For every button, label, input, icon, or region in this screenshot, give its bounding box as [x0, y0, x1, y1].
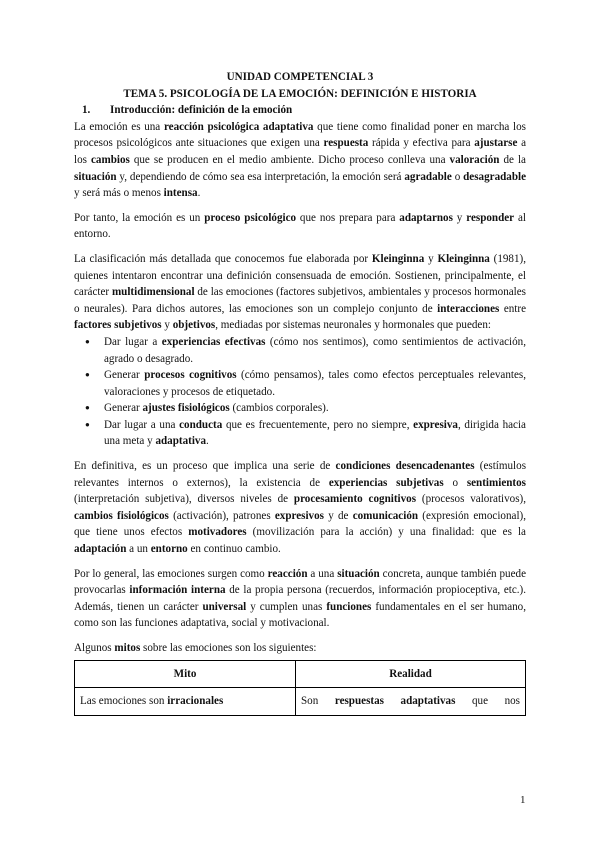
bold-term: responder: [466, 211, 515, 224]
bold-term: respuesta: [323, 137, 369, 150]
bold-term: procesamiento cognitivos: [293, 493, 417, 506]
bold-term: desagradable: [463, 170, 527, 183]
bold-term: situación: [74, 170, 117, 183]
bold-term: respuestas adaptativas: [334, 695, 456, 708]
page-number: 1: [520, 794, 526, 806]
bold-term: proceso psicológico: [204, 211, 297, 224]
table-cell-myth: Las emociones son irracionales: [75, 688, 296, 716]
paragraph-general: Por lo general, las emociones surgen como reacción a una situación concreta, aunque también puede provocarlas información interna de la propia persona (recuerdos, información propioceptiva, etc.). Además, tienen un carácter universal y cumplen unas funciones fundamentales en el ser humano, como son las funciones adaptativa, social y motivacional.: [74, 567, 526, 630]
unit-title: UNIDAD COMPETENCIAL 3: [226, 71, 374, 83]
list-item: ● Dar lugar a una conducta que es frecuentemente, pero no siempre, expresiva, dirigida hacia una meta y adaptativa.: [104, 417, 526, 450]
bold-term: factores subjetivos: [74, 319, 162, 332]
bold-term: adaptarnos: [399, 211, 453, 224]
list-item: ● Dar lugar a experiencias efectivas (cómo nos sentimos), como sentimientos de activación, agrado o desagrado.: [104, 334, 526, 367]
bold-term: condiciones desencadenantes: [335, 460, 475, 473]
bullet-list: [74, 334, 526, 450]
bold-term: experiencias efectivas: [161, 335, 266, 348]
section-title: Introducción: definición de la emoción: [110, 104, 293, 117]
paragraph-definition: La emoción es una reacción psicológica adaptativa que tiene como finalidad poner en marcha los procesos psicológicos ante situaciones que exigen una respuesta rápida y efectiva para ajustarse a los cambios que se producen en el medio ambiente. Dicho proceso conlleva una valoración de la situación y, dependiendo de cómo sea esa interpretación, la emoción será agradable o desagradable y será más o menos intensa.: [74, 120, 527, 200]
table-header-reality: Realidad: [296, 660, 526, 688]
bold-term: comunicación: [352, 509, 419, 522]
paragraph-process: En definitiva, es un proceso que implica una serie de condiciones desencadenantes (estímulos relevantes internos o externos), la existencia de experiencias subjetivas o sentimientos (interpretación subjetiva), diversos niveles de procesamiento cognitivos (procesos valorativos), cambios fisiológicos (activación), patrones expresivos y de comunicación (expresión emocional), que tiene unos efectos motivadores (movilización para la acción) y una finalidad: que es la adaptación a un entorno en continuo cambio.: [74, 460, 527, 556]
bold-term: multidimensional: [111, 286, 195, 299]
table-header-row: [75, 660, 526, 688]
myths-table: [74, 660, 526, 716]
bold-term: universal: [202, 600, 247, 613]
bold-term: adaptativa: [155, 435, 206, 448]
paragraph-classification: La clasificación más detallada que conocemos fue elaborada por Kleinginna y Kleinginna (1981), quienes intentaron encontrar una definición consensuada de emoción. Sostienen, principalmente, el carácter multidimensional de las emociones (factores subjetivos, ambientales y procesos hormonales o neurales). Para dichos autores, las emociones son un complejo conjunto de interacciones entre factores subjetivos y objetivos, mediadas por sistemas neuronales y hormonales que pueden:: [74, 252, 526, 332]
bold-term: experiencias subjetivas: [328, 476, 444, 489]
paragraph-myths-intro: Algunos mitos sobre las emociones son los siguientes:: [74, 642, 317, 654]
table-header-myth: Mito: [75, 660, 296, 688]
table-row: [75, 688, 526, 716]
bold-term: expresiva: [413, 418, 458, 431]
bold-term: ajustes fisiológicos: [142, 402, 230, 415]
bold-term: funciones: [326, 600, 372, 613]
bold-term: intensa: [163, 187, 198, 200]
bold-term: entorno: [150, 543, 188, 556]
bold-term: cambios: [90, 153, 130, 166]
bold-term: motivadores: [188, 526, 247, 539]
bold-term: adaptación: [74, 543, 127, 556]
document-page: [74, 69, 526, 716]
bold-term: cambios fisiológicos: [74, 509, 169, 522]
bold-term: objetivos: [172, 319, 216, 332]
bold-term: sentimientos: [466, 476, 526, 489]
bold-term: reacción psicológica adaptativa: [163, 120, 314, 133]
bold-term: agradable: [404, 170, 452, 183]
bold-term: reacción: [267, 567, 308, 580]
list-item: ● Generar procesos cognitivos (cómo pensamos), tales como efectos perceptuales relevantes, valoraciones y procesos de etiquetado.: [104, 367, 526, 400]
bold-term: ajustarse: [474, 137, 518, 150]
bold-term: situación: [337, 567, 380, 580]
bold-term: expresivos: [274, 509, 324, 522]
topic-title: TEMA 5. PSICOLOGÍA DE LA EMOCIÓN: DEFINICIÓN E HISTORIA: [123, 87, 477, 100]
bold-term: información interna: [129, 584, 226, 597]
bold-term: irracionales: [167, 695, 224, 708]
list-item: ● Generar ajustes fisiológicos (cambios corporales).: [104, 400, 526, 417]
bold-term: interacciones: [437, 302, 500, 315]
section-number: 1.: [82, 104, 91, 117]
section-heading: [74, 102, 526, 119]
bold-term: procesos cognitivos: [144, 369, 237, 382]
bold-term: Kleinginna: [371, 252, 425, 265]
bold-term: mitos: [114, 642, 141, 654]
paragraph-summary: Por tanto, la emoción es un proceso psicológico que nos prepara para adaptarnos y responder al entorno.: [74, 211, 527, 241]
table-cell-reality: Son respuestas adaptativas que nos: [296, 688, 526, 716]
bold-term: conducta: [179, 418, 223, 431]
bold-term: valoración: [449, 153, 500, 166]
bold-term: Kleinginna: [437, 252, 490, 265]
